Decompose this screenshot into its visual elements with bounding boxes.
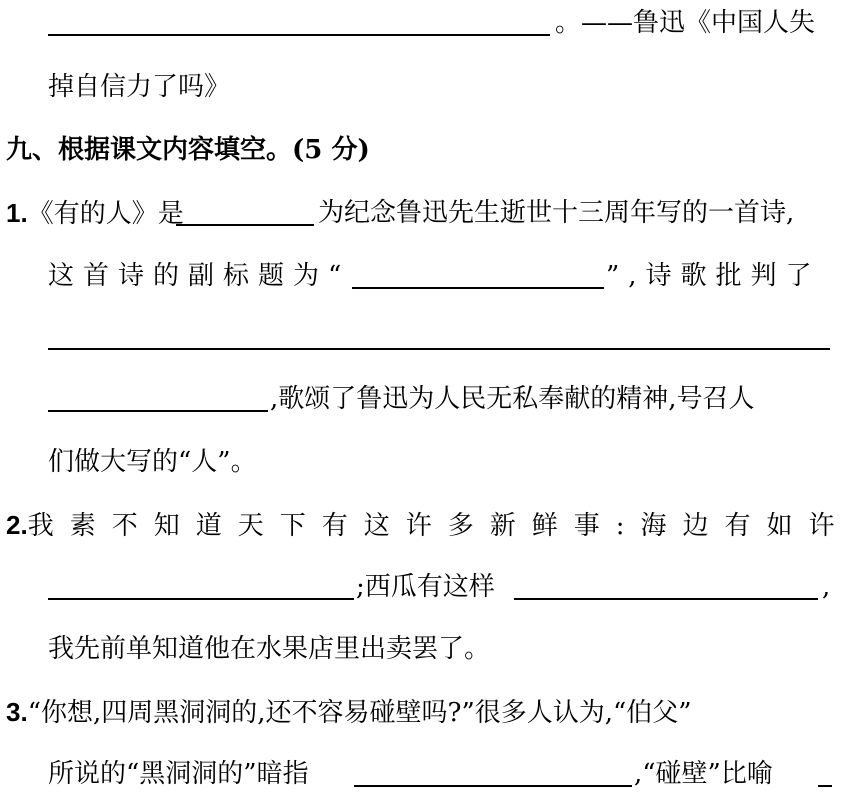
- question-2-line-2: [356, 570, 495, 604]
- question-3-line-1: [6, 695, 862, 730]
- question-1-blank-author[interactable]: [176, 224, 314, 226]
- question-3-text-b: 所说的“黑洞洞的”暗指: [48, 759, 309, 789]
- question-3-text-a: “你想,四周黑洞洞的,还不容易碰壁吗?”很多人认为,“伯父”: [27, 698, 692, 728]
- question-3-text-c: ,“碰壁”比喻: [634, 759, 773, 789]
- question-1-line-2: [48, 259, 350, 293]
- quote-source-continuation-text: 掉自信力了吗》: [48, 72, 231, 102]
- quote-source-continuation: [48, 70, 862, 104]
- question-2-blank-watermelon[interactable]: [514, 598, 818, 600]
- question-1-blank-criticize[interactable]: [48, 348, 830, 350]
- question-1-text-c: 这首诗的副标题为“: [48, 261, 351, 291]
- question-1-line-1b: [318, 196, 794, 230]
- question-2-blank-sea[interactable]: [48, 598, 354, 600]
- question-1-text-f: 们做大写的“人”。: [48, 447, 257, 477]
- question-2-text-b: ;西瓜有这样: [356, 572, 495, 602]
- question-3-blank-dark[interactable]: [354, 785, 632, 787]
- question-1-text-d: ”,诗歌批判了: [606, 261, 821, 291]
- question-3-blank-wall[interactable]: [818, 785, 832, 787]
- question-3-line-2: [48, 757, 309, 791]
- question-1-text-a: 《有的人》是: [27, 199, 184, 229]
- question-2-text-d: 我先前单知道他在水果店里出卖罢了。: [48, 634, 491, 664]
- question-1-text-e: ,歌颂了鲁迅为人民无私奉献的精神,号召人: [270, 384, 755, 414]
- question-1-number: 1.: [6, 198, 28, 228]
- question-2-text-a: 我素不知道天下有这许多新鲜事:海边有如许: [27, 511, 851, 541]
- question-3-line-2c: [634, 757, 773, 791]
- section-title: 九、根据课文内容填空。(5 分): [6, 135, 370, 165]
- quote-source-line: [555, 6, 815, 40]
- section-heading: [6, 133, 862, 167]
- question-1-text-b: 为纪念鲁迅先生逝世十三周年写的一首诗,: [318, 198, 795, 228]
- question-1-blank-criticize-cont[interactable]: [48, 410, 268, 412]
- question-1-line-4: [270, 382, 755, 416]
- question-2-line-3: [48, 632, 862, 666]
- question-1-line-2b: [606, 259, 821, 293]
- answer-blank-1[interactable]: [48, 34, 550, 36]
- question-2-line-1: [6, 508, 862, 543]
- question-2-line-2c: [822, 570, 830, 604]
- question-2-number: 2.: [6, 510, 28, 540]
- question-1-line-5: [48, 445, 862, 479]
- question-2-text-c: ,: [822, 572, 831, 602]
- question-3-number: 3.: [6, 697, 28, 727]
- quote-source-text: 。——鲁迅《中国人失: [555, 8, 816, 38]
- question-1-blank-subtitle[interactable]: [352, 287, 604, 289]
